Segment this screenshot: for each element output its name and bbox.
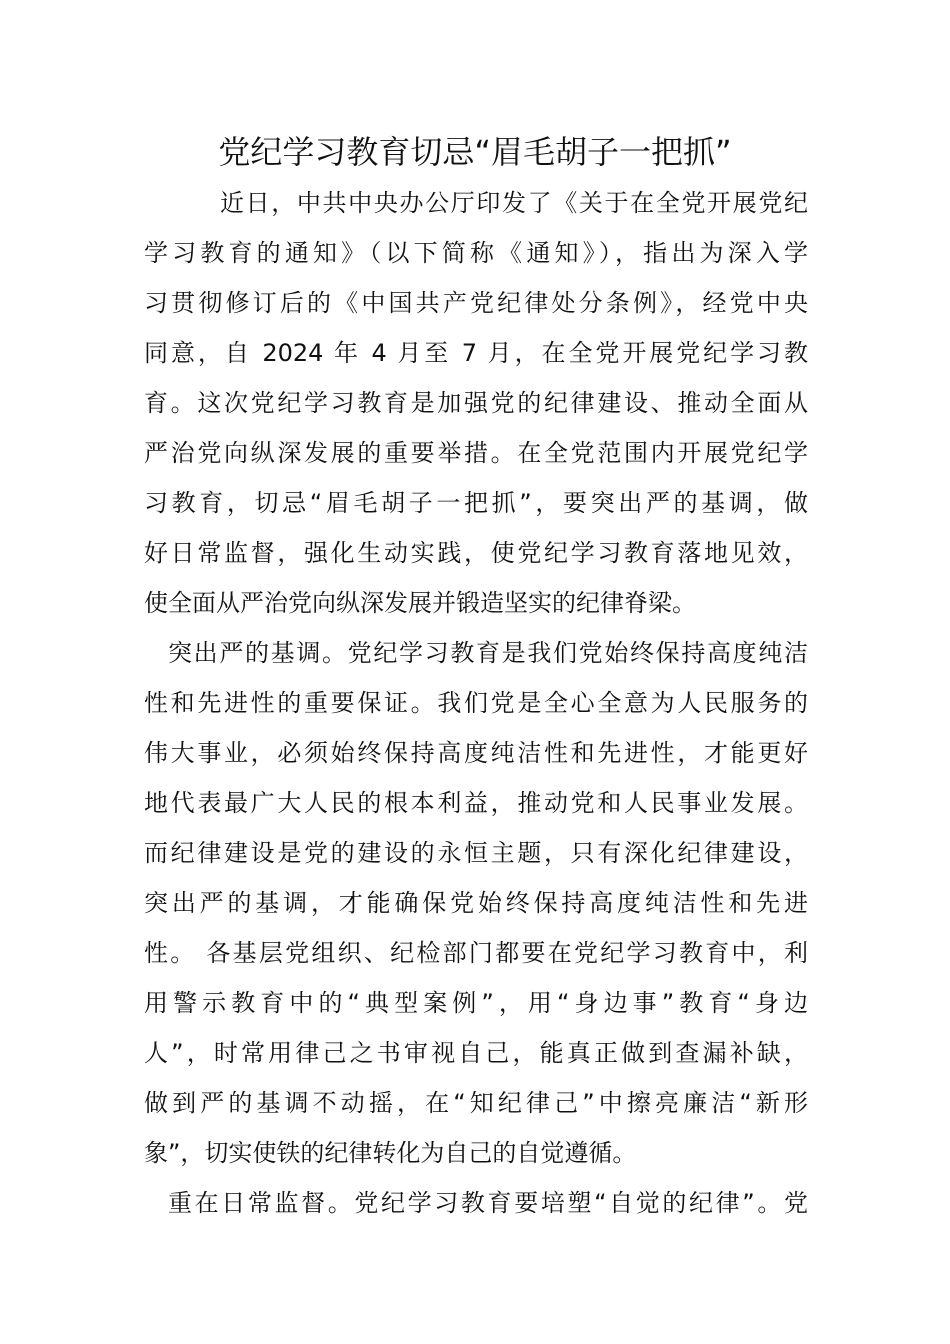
paragraph-line: 性和先进性的重要保证。我们党是全心全意为人民服务的 xyxy=(144,689,808,717)
paragraph-line: 严治党向纵深发展的重要举措。在全党范围内开展党纪学 xyxy=(144,439,808,467)
paragraph-line: 好日常监督，强化生动实践，使党纪学习教育落地见效， xyxy=(144,539,808,567)
paragraph-line: 突出严的基调。党纪学习教育是我们党始终保持高度纯洁 xyxy=(168,639,808,667)
paragraph-line: 学习教育的通知》（以下简称《通知》），指出为深入学 xyxy=(144,239,808,267)
paragraph-line: 重在日常监督。党纪学习教育要培塑“自觉的纪律”。党 xyxy=(168,1189,808,1217)
document-title: 党纪学习教育切忌“眉毛胡子一把抓” xyxy=(218,133,732,171)
paragraph-line: 习贯彻修订后的《中国共产党纪律处分条例》，经党中央 xyxy=(144,289,808,317)
paragraph-line: 人”，时常用律己之书审视自己，能真正做到查漏补缺， xyxy=(144,1039,808,1067)
paragraph-line: 育。这次党纪学习教育是加强党的纪律建设、推动全面从 xyxy=(144,389,808,417)
paragraph-line: 性。 各基层党组织、纪检部门都要在党纪学习教育中，利 xyxy=(144,939,808,967)
paragraph-line: 而纪律建设是党的建设的永恒主题，只有深化纪律建设， xyxy=(144,839,808,867)
paragraph-line: 用警示教育中的“典型案例”，用“身边事”教育“身边 xyxy=(144,989,808,1017)
paragraph-line: 做到严的基调不动摇，在“知纪律己”中擦亮廉洁“新形 xyxy=(144,1089,808,1117)
paragraph-line: 地代表最广大人民的根本利益，推动党和人民事业发展。 xyxy=(144,789,808,817)
document-body xyxy=(144,178,808,1228)
paragraph-line: 使全面从严治党向纵深发展并锻造坚实的纪律脊梁。 xyxy=(144,589,696,617)
paragraph-line: 近日，中共中央办公厅印发了《关于在全党开展党纪 xyxy=(220,189,808,217)
paragraph-line: 象”，切实使铁的纪律转化为自己的自觉遵循。 xyxy=(144,1139,637,1167)
paragraph xyxy=(144,1178,808,1228)
paragraph-line: 突出严的基调，才能确保党始终保持高度纯洁性和先进 xyxy=(144,889,808,917)
paragraph-line: 伟大事业，必须始终保持高度纯洁性和先进性，才能更好 xyxy=(144,739,808,767)
paragraph xyxy=(144,178,808,628)
paragraph-line: 习教育，切忌“眉毛胡子一把抓”，要突出严的基调，做 xyxy=(144,489,808,517)
paragraph xyxy=(144,628,808,1178)
paragraph-line: 同意，自 2024 年 4 月至 7 月，在全党开展党纪学习教 xyxy=(144,339,808,367)
